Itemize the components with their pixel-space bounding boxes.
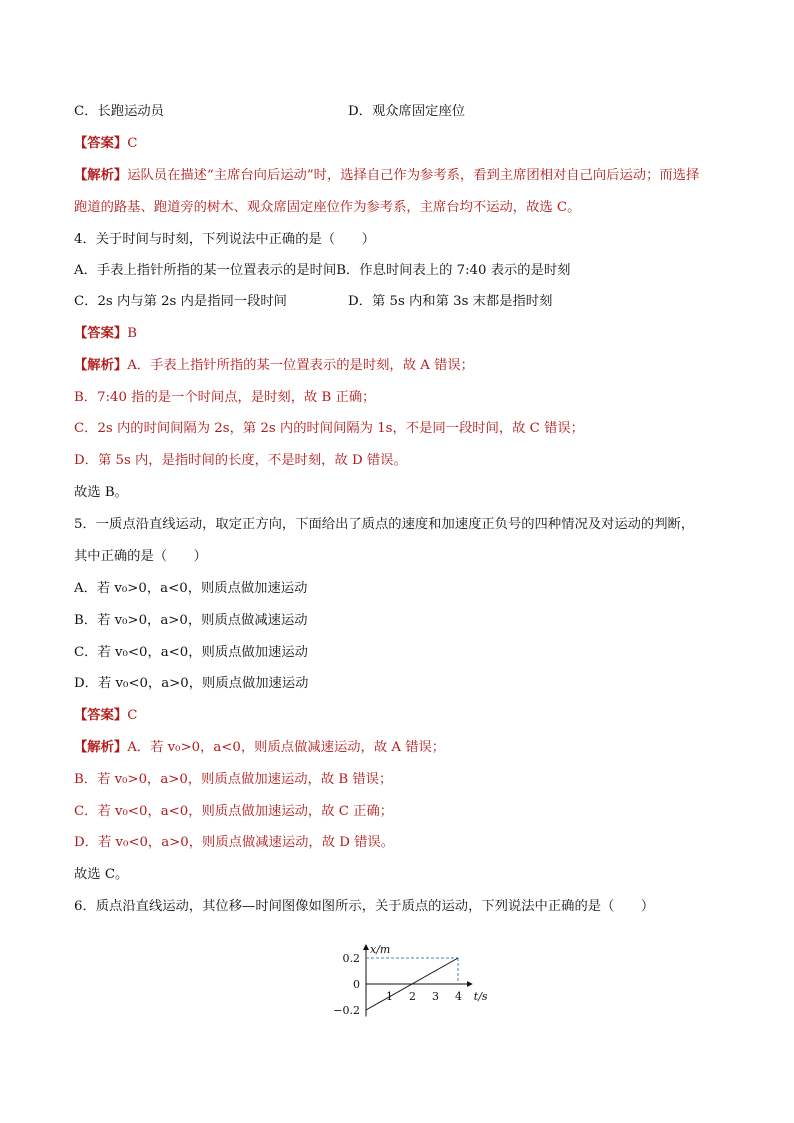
q4-stem: 4．关于时间与时刻，下列说法中正确的是（ ） bbox=[74, 232, 375, 247]
q4-analysis-b: B．7:40 指的是一个时间点，是时刻，故 B 正确； bbox=[74, 390, 376, 405]
q3-analysis-line2: 跑道的路基、跑道旁的树木、观众席固定座位作为参考系，主席台均不运动，故选 C。 bbox=[74, 200, 581, 215]
q5-answer bbox=[74, 707, 137, 725]
y-tick-label: −0.2 bbox=[333, 1004, 360, 1017]
q4-analysis-c: C．2s 内的时间间隔为 2s，第 2s 内的时间间隔为 1s，不是同一段时间，故 C 错误； bbox=[74, 421, 584, 436]
q4-conclusion: 故选 B。 bbox=[74, 485, 128, 500]
q4-option-d: D．第 5s 内和第 3s 末都是指时刻 bbox=[348, 294, 553, 309]
q5-option-b: B．若 v₀>0，a>0，则质点做减速运动 bbox=[74, 613, 308, 628]
q5-analysis-c: C．若 v₀<0，a<0，则质点做加速运动，故 C 正确； bbox=[74, 804, 394, 819]
analysis-text: A．手表上指针所指的某一位置表示的是时刻，故 A 错误； bbox=[127, 358, 474, 373]
analysis-label: 【解析】 bbox=[74, 358, 128, 373]
x-tick-label: 4 bbox=[455, 990, 462, 1003]
q3-option-d: D．观众席固定座位 bbox=[348, 104, 466, 119]
q4-analysis-d: D．第 5s 内，是指时间的长度，不是时刻，故 D 错误。 bbox=[74, 453, 407, 468]
answer-value: B bbox=[127, 326, 137, 341]
answer-label: 【答案】 bbox=[74, 326, 128, 341]
y-tick-label: 0 bbox=[353, 978, 360, 991]
q5-option-d: D．若 v₀<0，a>0，则质点做加速运动 bbox=[74, 676, 309, 691]
q4-option-c: C．2s 内与第 2s 内是指同一段时间 bbox=[74, 294, 287, 309]
q5-analysis-b: B．若 v₀>0，a>0，则质点做加速运动，故 B 错误； bbox=[74, 772, 393, 787]
x-tick-label: 1 bbox=[386, 990, 393, 1003]
y-tick-label: 0.2 bbox=[342, 952, 360, 965]
q3-answer bbox=[74, 135, 137, 153]
x-axis-label: t/s bbox=[473, 990, 488, 1003]
x-tick-label: 3 bbox=[432, 990, 439, 1003]
q6-stem: 6．质点沿直线运动，其位移—时间图像如图所示，关于质点的运动，下列说法中正确的是（ ） bbox=[74, 899, 655, 914]
answer-value: C bbox=[127, 708, 138, 723]
q4-option-ab: A．手表上指针所指的某一位置表示的是时间B．作息时间表上的 7:40 表示的是时刻 bbox=[74, 263, 571, 278]
y-axis-label: x/m bbox=[370, 943, 391, 956]
q5-option-a: A．若 v₀>0，a<0，则质点做加速运动 bbox=[74, 581, 308, 596]
q5-conclusion: 故选 C。 bbox=[74, 867, 129, 882]
q5-analysis-a bbox=[74, 739, 445, 757]
q4-answer bbox=[74, 325, 137, 343]
q5-stem-line1: 5．一质点沿直线运动，取定正方向，下面给出了质点的速度和加速度正负号的四种情况及对运动的判断， bbox=[74, 517, 695, 532]
answer-value: C bbox=[127, 136, 138, 151]
q5-stem-line2: 其中正确的是（ ） bbox=[74, 549, 207, 564]
analysis-label: 【解析】 bbox=[74, 740, 128, 755]
analysis-text: A．若 v₀>0，a<0，则质点做减速运动，故 A 错误； bbox=[127, 740, 446, 755]
answer-label: 【答案】 bbox=[74, 136, 128, 151]
analysis-text: 运队员在描述“主席台向后运动”时，选择自己作为参考系，看到主席团相对自己向后运动；而选择 bbox=[127, 168, 700, 183]
answer-label: 【答案】 bbox=[74, 708, 128, 723]
q5-option-c: C．若 v₀<0，a<0，则质点做加速运动 bbox=[74, 645, 308, 660]
q3-analysis-line1 bbox=[74, 167, 699, 185]
displacement-time-graph bbox=[320, 924, 488, 1024]
x-tick-label: 2 bbox=[409, 990, 416, 1003]
q5-analysis-d: D．若 v₀<0，a>0，则质点做减速运动，故 D 错误。 bbox=[74, 835, 395, 850]
q4-analysis-a bbox=[74, 357, 474, 375]
analysis-label: 【解析】 bbox=[74, 168, 128, 183]
q3-option-c: C．长跑运动员 bbox=[74, 104, 164, 119]
